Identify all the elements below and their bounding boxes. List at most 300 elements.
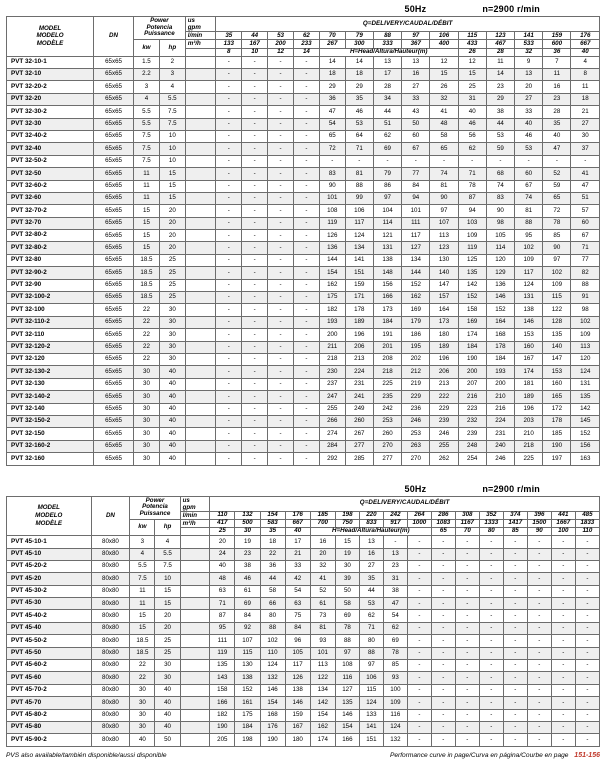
cell-head-value: 178 — [345, 304, 373, 316]
cell-head-value: - — [503, 647, 527, 659]
cell-head-value: - — [242, 415, 268, 427]
cell-head-value: - — [479, 573, 503, 585]
cell-head-value: 81 — [430, 180, 458, 192]
cell-head-value: 95 — [210, 622, 235, 634]
table1-header-kw: kw — [134, 40, 160, 56]
cell-head-value: 152 — [458, 292, 486, 304]
cell-unit-spacer — [185, 453, 216, 465]
cell-model: PVT 32-60 — [7, 192, 94, 204]
cell-head-value: - — [479, 660, 503, 672]
cell-head-value: - — [527, 734, 551, 746]
cell-head-value: 122 — [310, 672, 335, 684]
cell-unit-spacer — [180, 709, 210, 721]
cell-head-value: 168 — [486, 329, 514, 341]
cell-head-value: 46 — [458, 118, 486, 130]
cell-head-value: 77 — [571, 254, 600, 266]
cell-dn: 80x80 — [91, 722, 130, 734]
cell-head-value: - — [216, 440, 242, 452]
cell-head-value: 88 — [515, 217, 543, 229]
cell-kw: 18.5 — [134, 292, 160, 304]
cell-head-value: - — [407, 722, 431, 734]
cell-kw: 2.2 — [134, 69, 160, 81]
cell-head-value: 235 — [373, 391, 401, 403]
cell-head-value: 222 — [430, 391, 458, 403]
cell-head-value: 97 — [335, 647, 359, 659]
cell-head-value: 125 — [458, 254, 486, 266]
cell-kw: 18.5 — [130, 635, 155, 647]
cell-head-value: 66 — [260, 598, 285, 610]
cell-head-value: - — [268, 403, 294, 415]
cell-unit-spacer — [180, 722, 210, 734]
q2-usgpm-8: 242 — [383, 511, 407, 519]
cell-model: PVT 45-50 — [7, 647, 92, 659]
cell-head-value: - — [543, 155, 571, 167]
cell-kw: 30 — [134, 415, 160, 427]
cell-unit-spacer — [185, 130, 216, 142]
table-row — [7, 56, 600, 68]
cell-unit-spacer — [180, 734, 210, 746]
cell-head-value: - — [575, 536, 599, 548]
cell-head-value: 65 — [319, 130, 345, 142]
cell-head-value: - — [551, 573, 575, 585]
cell-kw: 3 — [130, 536, 155, 548]
cell-head-value: 102 — [260, 635, 285, 647]
table2-unit-label-lmin: l/min — [180, 511, 210, 519]
cell-head-value: 151 — [359, 734, 383, 746]
cell-head-value: 71 — [458, 168, 486, 180]
cell-unit-spacer — [185, 428, 216, 440]
cell-head-value: - — [242, 403, 268, 415]
cell-hp: 10 — [159, 130, 185, 142]
table1-header-model: MODEL MODELO MODÈLE — [7, 17, 94, 57]
cell-hp: 2 — [159, 56, 185, 68]
cell-dn: 80x80 — [91, 536, 130, 548]
table1-unit-label-m3h: m³/h — [185, 40, 216, 48]
cell-head-value: - — [455, 672, 479, 684]
cell-head-value: 166 — [373, 292, 401, 304]
cell-head-value: 270 — [402, 453, 430, 465]
cell-hp: 25 — [155, 635, 180, 647]
cell-head-value: 138 — [235, 672, 260, 684]
table-row — [7, 428, 600, 440]
q2-lmin-13: 1417 — [503, 519, 527, 527]
cell-unit-spacer — [185, 415, 216, 427]
q-m3h-1: 8 — [216, 48, 242, 56]
cell-hp: 25 — [155, 647, 180, 659]
cell-head-value: 48 — [430, 118, 458, 130]
cell-head-value: 193 — [486, 366, 514, 378]
q-usgpm-8: 97 — [402, 32, 430, 40]
cell-head-value: 97 — [373, 192, 401, 204]
cell-head-value: - — [293, 168, 319, 180]
cell-head-value: 161 — [235, 697, 260, 709]
cell-head-value: 270 — [373, 440, 401, 452]
cell-head-value: 196 — [515, 403, 543, 415]
table-row — [7, 585, 600, 597]
cell-dn: 65x65 — [94, 205, 134, 217]
cell-head-value: 85 — [543, 230, 571, 242]
cell-dn: 65x65 — [94, 130, 134, 142]
table1-frequency: 50Hz — [404, 4, 427, 14]
cell-head-value: - — [293, 230, 319, 242]
cell-dn: 65x65 — [94, 267, 134, 279]
cell-head-value: - — [503, 622, 527, 634]
cell-head-value: 20 — [210, 536, 235, 548]
cell-head-value: 44 — [359, 585, 383, 597]
cell-head-value: 12 — [458, 56, 486, 68]
cell-head-value: 13 — [402, 56, 430, 68]
cell-model: PVT 32-140 — [7, 403, 94, 415]
cell-dn: 65x65 — [94, 453, 134, 465]
table-row — [7, 672, 600, 684]
cell-head-value: - — [293, 106, 319, 118]
cell-head-value: 87 — [458, 192, 486, 204]
cell-head-value: - — [216, 143, 242, 155]
cell-head-value: - — [503, 697, 527, 709]
cell-head-value: 109 — [458, 230, 486, 242]
cell-head-value: 16 — [402, 69, 430, 81]
cell-head-value: 88 — [345, 180, 373, 192]
cell-head-value: - — [479, 672, 503, 684]
cell-head-value: 46 — [345, 106, 373, 118]
cell-model: PVT 32-120-2 — [7, 341, 94, 353]
cell-head-value: 175 — [235, 709, 260, 721]
cell-head-value: - — [527, 672, 551, 684]
cell-head-value: - — [455, 734, 479, 746]
cell-model: PVT 32-80 — [7, 254, 94, 266]
cell-head-value: - — [503, 598, 527, 610]
cell-head-value: 36 — [319, 93, 345, 105]
table2-unit-label-usgpm: us gpm — [180, 496, 210, 511]
cell-kw: 18.5 — [130, 647, 155, 659]
cell-unit-spacer — [185, 56, 216, 68]
cell-head-value: 100 — [383, 684, 407, 696]
cell-unit-spacer — [185, 341, 216, 353]
cell-head-value: - — [527, 560, 551, 572]
cell-dn: 80x80 — [91, 660, 130, 672]
cell-head-value: - — [551, 548, 575, 560]
cell-head-value: 211 — [319, 341, 345, 353]
cell-head-value: 40 — [458, 106, 486, 118]
cell-head-value: - — [455, 560, 479, 572]
cell-hp: 30 — [159, 341, 185, 353]
cell-head-value: 71 — [210, 598, 235, 610]
cell-head-value: 35 — [359, 573, 383, 585]
cell-head-value: 90 — [486, 205, 514, 217]
table-row — [7, 292, 600, 304]
cell-dn: 65x65 — [94, 254, 134, 266]
cell-head-value: 60 — [402, 130, 430, 142]
cell-hp: 15 — [159, 168, 185, 180]
cell-head-value: 19 — [235, 536, 260, 548]
cell-head-value: - — [268, 415, 294, 427]
cell-head-value: 158 — [210, 684, 235, 696]
cell-head-value: 91 — [571, 292, 600, 304]
cell-head-value: - — [486, 155, 514, 167]
cell-head-value: 99 — [345, 192, 373, 204]
cell-head-value: 152 — [402, 279, 430, 291]
cell-head-value: 154 — [310, 709, 335, 721]
cell-head-value: 147 — [543, 354, 571, 366]
q2-usgpm-5: 185 — [310, 511, 335, 519]
q-lmin-13: 600 — [543, 40, 571, 48]
cell-unit-spacer — [185, 217, 216, 229]
cell-head-value: - — [503, 635, 527, 647]
cell-head-value: - — [242, 341, 268, 353]
cell-head-value: - — [575, 585, 599, 597]
cell-head-value: 46 — [235, 573, 260, 585]
q-m3h-12: 32 — [515, 48, 543, 56]
cell-head-value: - — [268, 366, 294, 378]
table2-unit-blank — [180, 528, 210, 536]
cell-head-value: 88 — [260, 622, 285, 634]
q-m3h-2: 10 — [242, 48, 268, 56]
cell-head-value: - — [551, 709, 575, 721]
cell-head-value: 213 — [345, 354, 373, 366]
cell-head-value: 189 — [515, 391, 543, 403]
cell-head-value: 172 — [543, 403, 571, 415]
q-lmin-1: 133 — [216, 40, 242, 48]
cell-head-value: - — [268, 217, 294, 229]
cell-hp: 20 — [159, 242, 185, 254]
cell-model: PVT 32-110-2 — [7, 316, 94, 328]
cell-head-value: 108 — [319, 205, 345, 217]
q2-m3h-16: 110 — [575, 528, 599, 536]
q2-usgpm-3: 154 — [260, 511, 285, 519]
cell-head-value: 47 — [571, 180, 600, 192]
cell-head-value: 62 — [373, 130, 401, 142]
cell-head-value: 218 — [319, 354, 345, 366]
cell-head-value: 160 — [515, 341, 543, 353]
cell-head-value: - — [551, 722, 575, 734]
cell-model: PVT 45-50-2 — [7, 635, 92, 647]
cell-head-value: - — [268, 180, 294, 192]
cell-head-value: - — [268, 292, 294, 304]
cell-head-value: - — [242, 267, 268, 279]
cell-head-value: 184 — [373, 316, 401, 328]
cell-kw: 15 — [134, 205, 160, 217]
cell-head-value: 88 — [335, 635, 359, 647]
table-row — [7, 329, 600, 341]
cell-head-value: 106 — [359, 672, 383, 684]
cell-head-value: 113 — [310, 660, 335, 672]
cell-head-value: 51 — [373, 118, 401, 130]
cell-head-value: 216 — [486, 403, 514, 415]
cell-head-value: - — [242, 180, 268, 192]
cell-head-value: 109 — [543, 279, 571, 291]
cell-head-value: 29 — [486, 93, 514, 105]
cell-head-value: 107 — [430, 217, 458, 229]
cell-hp: 7.5 — [155, 560, 180, 572]
cell-model: PVT 45-70 — [7, 697, 92, 709]
cell-head-value: 27 — [359, 560, 383, 572]
pump-table-pvt32 — [6, 16, 600, 466]
cell-head-value: - — [479, 536, 503, 548]
cell-head-value: 69 — [383, 635, 407, 647]
cell-head-value: - — [268, 155, 294, 167]
cell-head-value: 156 — [571, 440, 600, 452]
cell-model: PVT 32-10-1 — [7, 56, 94, 68]
cell-kw: 22 — [134, 329, 160, 341]
cell-head-value: 239 — [430, 415, 458, 427]
cell-head-value: 124 — [260, 660, 285, 672]
cell-model: PVT 45-30 — [7, 598, 92, 610]
cell-head-value: - — [242, 440, 268, 452]
cell-head-value: - — [216, 106, 242, 118]
cell-head-value: - — [455, 647, 479, 659]
table1-unit-label-usgpm: us gpm — [185, 17, 216, 32]
q-lmin-11: 467 — [486, 40, 514, 48]
q2-m3h-15: 100 — [551, 528, 575, 536]
cell-model: PVT 32-50-2 — [7, 155, 94, 167]
cell-unit-spacer — [180, 647, 210, 659]
cell-head-value: - — [527, 536, 551, 548]
cell-head-value: - — [293, 254, 319, 266]
cell-head-value: - — [503, 734, 527, 746]
table2-header-power: Power Potencia Puissance — [130, 496, 180, 519]
cell-head-value: 123 — [430, 242, 458, 254]
cell-model: PVT 32-120 — [7, 354, 94, 366]
cell-head-value: - — [268, 56, 294, 68]
cell-head-value: 128 — [543, 316, 571, 328]
q2-m3h-12: 80 — [479, 528, 503, 536]
cell-kw: 11 — [134, 192, 160, 204]
cell-hp: 40 — [155, 684, 180, 696]
cell-head-value: - — [242, 93, 268, 105]
q2-lmin-6: 750 — [335, 519, 359, 527]
q-lmin-6: 300 — [345, 40, 373, 48]
cell-head-value: 133 — [359, 709, 383, 721]
cell-head-value: - — [293, 391, 319, 403]
q2-m3h-13: 85 — [503, 528, 527, 536]
cell-hp: 30 — [159, 354, 185, 366]
cell-head-value: 167 — [285, 722, 310, 734]
cell-head-value: 136 — [319, 242, 345, 254]
q2-lmin-4: 667 — [285, 519, 310, 527]
cell-head-value: - — [216, 180, 242, 192]
cell-head-value: - — [242, 453, 268, 465]
cell-unit-spacer — [185, 304, 216, 316]
cell-head-value: 97 — [543, 254, 571, 266]
cell-model: PVT 45-60-2 — [7, 660, 92, 672]
cell-dn: 65x65 — [94, 180, 134, 192]
q2-usgpm-7: 220 — [359, 511, 383, 519]
cell-head-value: 122 — [543, 304, 571, 316]
cell-kw: 1.5 — [134, 56, 160, 68]
cell-head-value: 96 — [285, 635, 310, 647]
cell-dn: 80x80 — [91, 672, 130, 684]
table-row — [7, 647, 600, 659]
cell-head-value: 28 — [373, 81, 401, 93]
cell-head-value: - — [268, 118, 294, 130]
cell-head-value: 65 — [543, 192, 571, 204]
table-row — [7, 548, 600, 560]
cell-head-value: 61 — [310, 598, 335, 610]
cell-head-value: 198 — [235, 734, 260, 746]
cell-head-value: 54 — [285, 585, 310, 597]
q-m3h-11: 28 — [486, 48, 514, 56]
cell-head-value: 115 — [359, 684, 383, 696]
cell-head-value: 117 — [285, 660, 310, 672]
cell-dn: 65x65 — [94, 81, 134, 93]
cell-head-value: - — [551, 622, 575, 634]
table-row — [7, 415, 600, 427]
cell-head-value: 81 — [515, 205, 543, 217]
cell-unit-spacer — [180, 697, 210, 709]
cell-head-value: 218 — [515, 440, 543, 452]
cell-head-value: 266 — [319, 415, 345, 427]
cell-unit-spacer — [185, 440, 216, 452]
cell-head-value: - — [455, 684, 479, 696]
cell-head-value: 13 — [383, 548, 407, 560]
cell-head-value: 126 — [319, 230, 345, 242]
table-row — [7, 635, 600, 647]
cell-hp: 40 — [159, 428, 185, 440]
cell-unit-spacer — [185, 254, 216, 266]
cell-head-value: 132 — [260, 672, 285, 684]
cell-unit-spacer — [185, 168, 216, 180]
cell-head-value: 117 — [345, 217, 373, 229]
cell-head-value: 246 — [486, 453, 514, 465]
cell-head-value: 197 — [543, 453, 571, 465]
cell-head-value: - — [431, 598, 455, 610]
cell-hp: 30 — [159, 329, 185, 341]
cell-model: PVT 32-30-2 — [7, 106, 94, 118]
cell-head-value: 181 — [515, 378, 543, 390]
cell-head-value: 64 — [345, 130, 373, 142]
cell-head-value: - — [503, 573, 527, 585]
cell-head-value: - — [293, 316, 319, 328]
cell-head-value: 93 — [310, 635, 335, 647]
cell-dn: 80x80 — [91, 635, 130, 647]
cell-kw: 15 — [134, 242, 160, 254]
q-usgpm-3: 53 — [268, 32, 294, 40]
q2-usgpm-16: 485 — [575, 511, 599, 519]
q2-m3h-14: 90 — [527, 528, 551, 536]
cell-head-value: - — [455, 722, 479, 734]
cell-unit-spacer — [185, 205, 216, 217]
cell-head-value: - — [551, 585, 575, 597]
cell-head-value: - — [575, 622, 599, 634]
cell-head-value: 109 — [571, 329, 600, 341]
cell-dn: 65x65 — [94, 93, 134, 105]
cell-kw: 40 — [130, 734, 155, 746]
cell-head-value: 126 — [285, 672, 310, 684]
cell-head-value: 110 — [260, 647, 285, 659]
cell-kw: 7.5 — [134, 155, 160, 167]
cell-head-value: 262 — [430, 453, 458, 465]
cell-head-value: 88 — [359, 647, 383, 659]
cell-model: PVT 32-70-2 — [7, 205, 94, 217]
cell-head-value: - — [293, 354, 319, 366]
table-row — [7, 622, 600, 634]
page-footer — [6, 747, 600, 759]
cell-hp: 25 — [159, 254, 185, 266]
cell-head-value: - — [293, 378, 319, 390]
cell-head-value: 31 — [383, 573, 407, 585]
cell-hp: 25 — [159, 292, 185, 304]
cell-dn: 80x80 — [91, 684, 130, 696]
cell-head-value: - — [319, 155, 345, 167]
table-row — [7, 341, 600, 353]
cell-head-value: - — [402, 155, 430, 167]
table-row — [7, 316, 600, 328]
q2-usgpm-4: 176 — [285, 511, 310, 519]
cell-head-value: - — [216, 56, 242, 68]
cell-dn: 65x65 — [94, 391, 134, 403]
cell-model: PVT 45-80-2 — [7, 709, 92, 721]
cell-head-value: 205 — [210, 734, 235, 746]
